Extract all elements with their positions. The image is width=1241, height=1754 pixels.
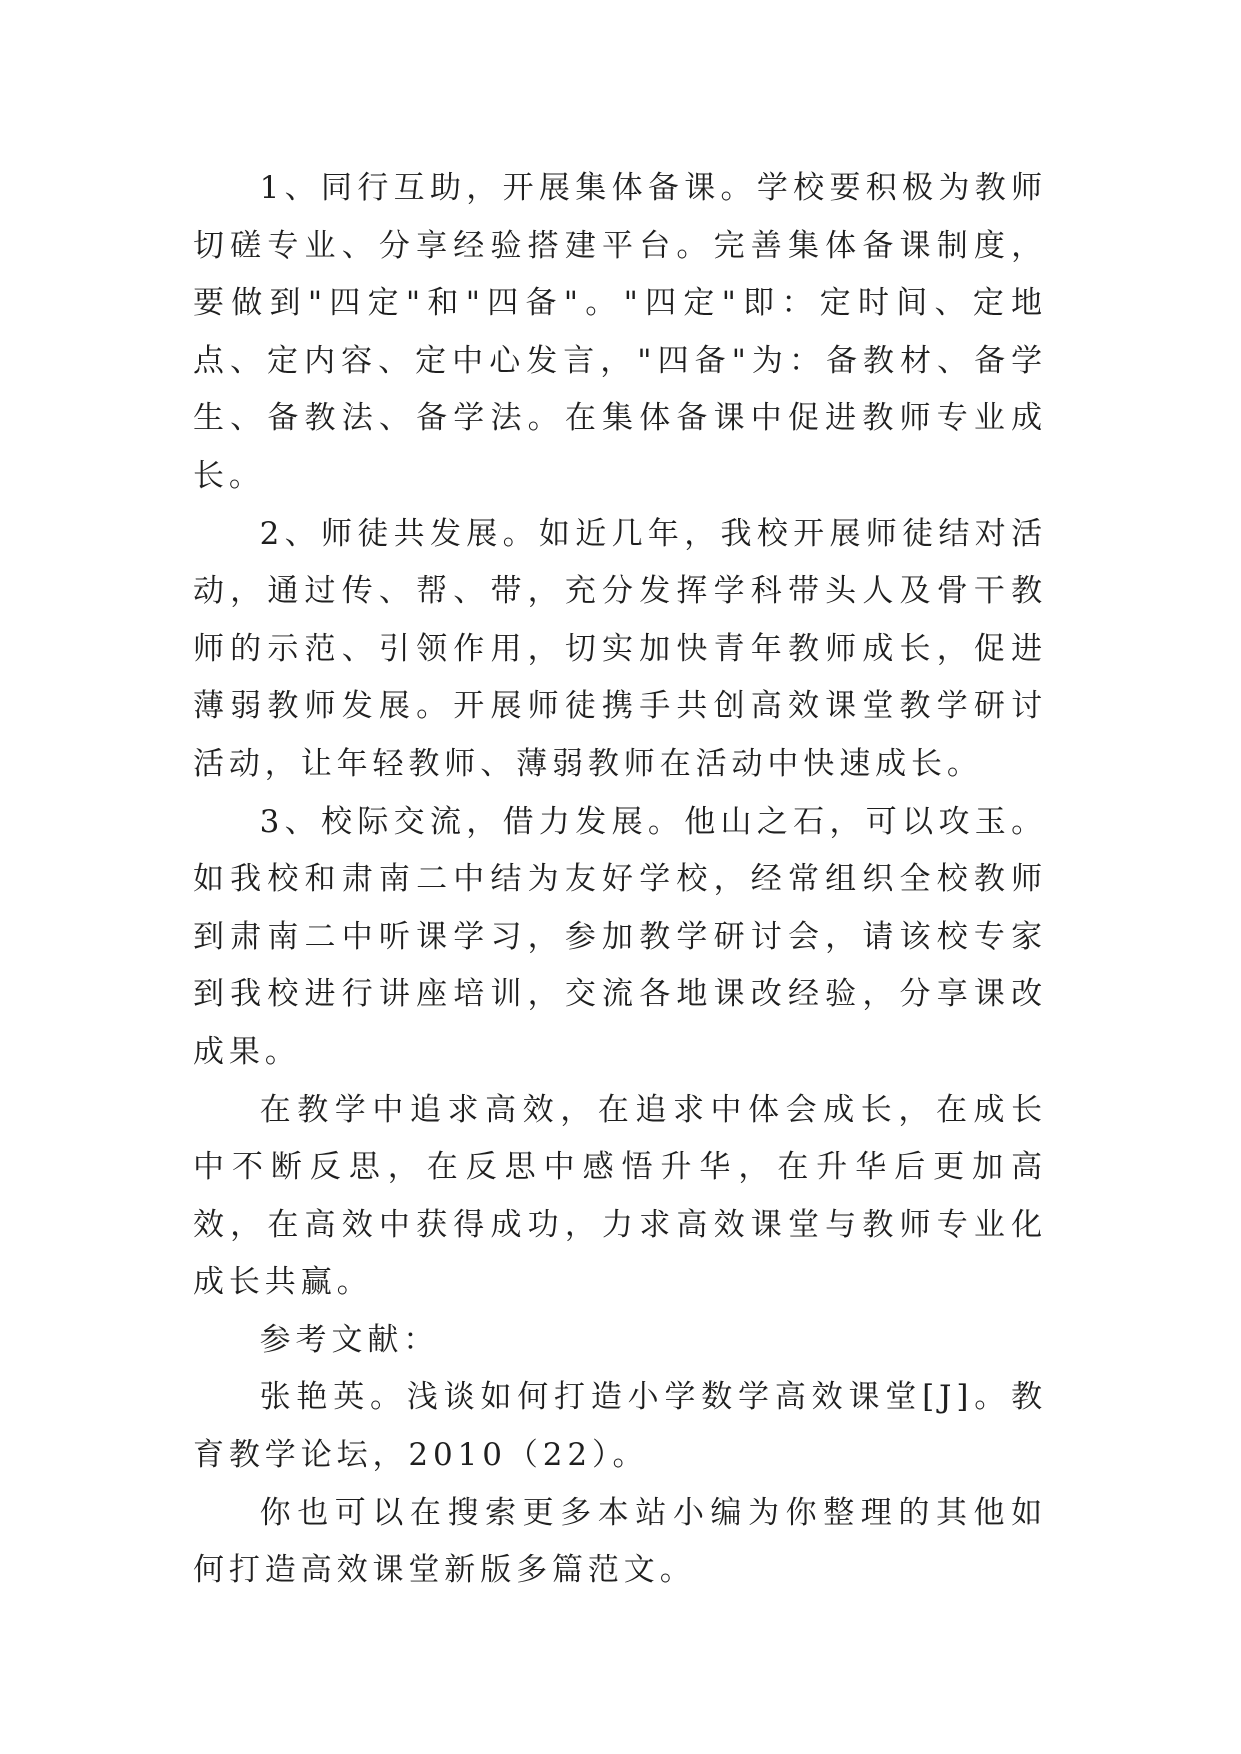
paragraph-conclusion: 在教学中追求高效，在追求中体会成长，在成长中不断反思，在反思中感悟升华，在升华后更加高效，在高效中获得成功，力求高效课堂与教师专业化成长共赢。 — [193, 1091, 1047, 1301]
document-body — [193, 160, 1047, 1600]
closing-note: 你也可以在搜索更多本站小编为你整理的其他如何打造高效课堂新版多篇范文。 — [193, 1494, 1047, 1589]
paragraph-peer-collaboration: 1、同行互助，开展集体备课。学校要积极为教师切磋专业、分享经验搭建平台。完善集体备课制度，要做到"四定"和"四备"。"四定"即：定时间、定地点、定内容、定中心发言，"四备"为：备教材、备学生、备教法、备学法。在集体备课中促进教师专业成长。 — [193, 170, 1047, 494]
references-heading: 参考文献： — [259, 1321, 440, 1358]
paragraph-inter-school-exchange: 3、校际交流，借力发展。他山之石，可以攻玉。如我校和肃南二中结为友好学校，经常组织全校教师到肃南二中听课学习，参加教学研讨会，请该校专家到我校进行讲座培训，交流各地课改经验，分享课改成果。 — [193, 803, 1047, 1070]
paragraph-mentorship: 2、师徒共发展。如近几年，我校开展师徒结对活动，通过传、帮、带，充分发挥学科带头人及骨干教师的示范、引领作用，切实加快青年教师成长，促进薄弱教师发展。开展师徒携手共创高效课堂教学研讨活动，让年轻教师、薄弱教师在活动中快速成长。 — [193, 515, 1047, 782]
reference-entry: 张艳英。浅谈如何打造小学数学高效课堂[J]。教育教学论坛，2010（22）。 — [193, 1379, 1047, 1474]
